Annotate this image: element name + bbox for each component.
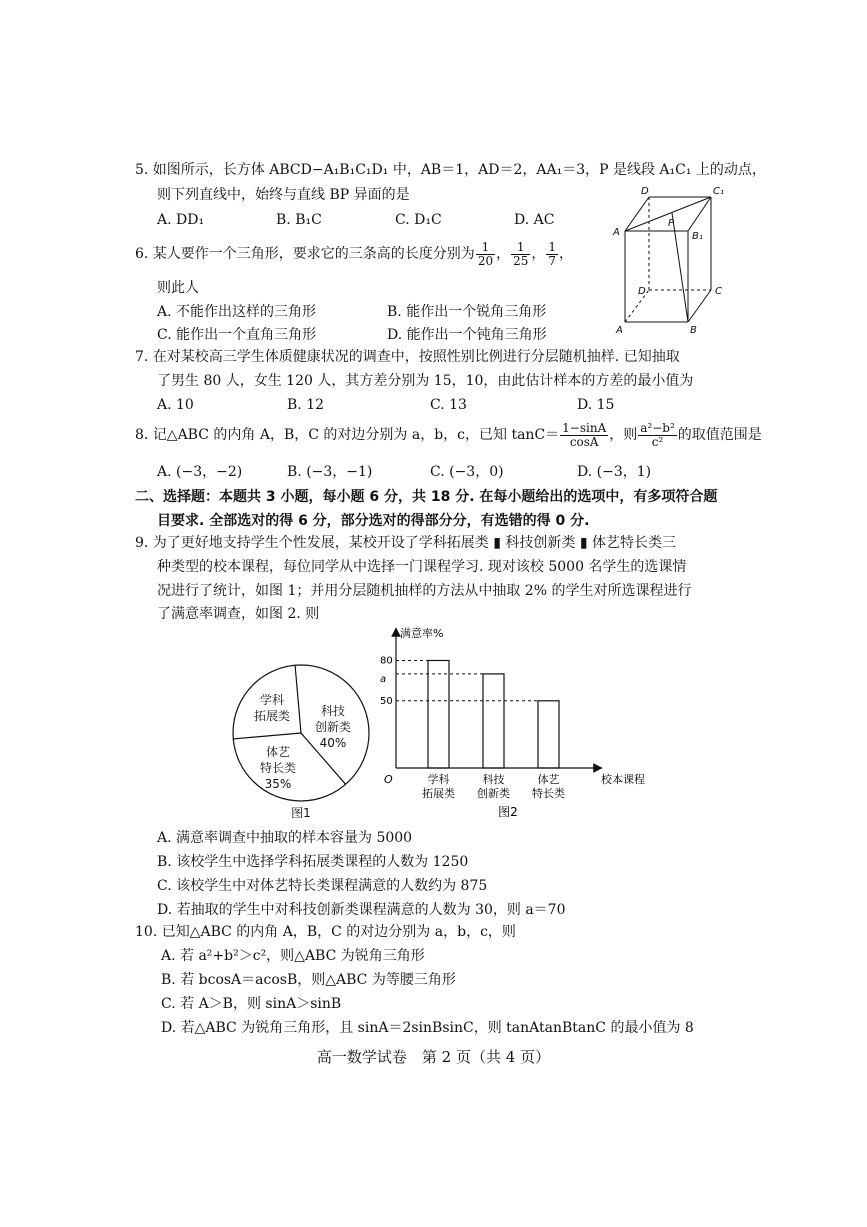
q8-option-b: B. (−3，−1)	[287, 464, 373, 480]
y-axis-label: 满意率%	[400, 627, 444, 640]
q5-line1: 5. 如图所示，长方体 ABCD−A₁B₁C₁D₁ 中，AB＝1，AD＝2，AA₁＝3，P 是线段 A₁C₁ 上的动点，	[135, 162, 766, 178]
q7-option-b: B. 12	[287, 397, 325, 413]
q5-option-c: C. D₁C	[395, 212, 442, 228]
q5-option-d: D. AC	[514, 212, 555, 228]
label-b1: B₁	[692, 231, 703, 242]
q6-option-b: B. 能作出一个锐角三角形	[387, 304, 547, 320]
q10-line1: 10. 已知△ABC 的内角 A，B，C 的对边分别为 a，b，c，则	[135, 924, 516, 940]
label-d: D	[638, 286, 646, 297]
q7-line2: 了男生 80 人，女生 120 人，其方差分别为 15，10，由此估计样本的方差的最小值为	[157, 373, 694, 389]
pie-label-tiyi-1: 体艺	[265, 745, 291, 759]
y-tick-label-1: a	[380, 673, 387, 685]
q10-option-d: D. 若△ABC 为锐角三角形，且 sinA＝2sinBsinC，则 tanAtanBtanC 的最小值为 8	[161, 1020, 694, 1036]
pie-divider	[295, 665, 301, 733]
q9-line2: 种类型的校本课程，每位同学从中选择一门课程学习. 现对该校 5000 名学生的选课情	[157, 559, 687, 575]
q7-line1: 7. 在对某校高三学生体质健康状况的调查中，按照性别比例进行分层随机抽样. 已知抽取	[135, 349, 680, 365]
page-footer: 高一数学试卷 第 2 页（共 4 页）	[316, 1048, 551, 1066]
x-tick-label-1-1: 创新类	[477, 787, 510, 800]
q6-line1: 6. 某人要作一个三角形，要求它的三条高的长度分别为 $\frac{1}{20}$ ， $\frac{1}{25}$ ， $\frac{1}{7}$ ，	[135, 239, 574, 268]
label-p: P	[668, 218, 675, 229]
section2-line1: 二、选择题：本题共 3 小题，每小题 6 分，共 18 分. 在每小题给出的选项中，有多项符合题	[135, 489, 718, 505]
q8-option-c: C. (−3，0)	[430, 464, 504, 480]
q10-option-a: A. 若 a²+b²＞c²，则△ABC 为锐角三角形	[161, 948, 425, 964]
q9-line1: 9. 为了更好地支持学生个性发展，某校开设了学科拓展类 ▮ 科技创新类 ▮ 体艺特长类三	[135, 535, 677, 551]
q6-option-c: C. 能作出一个直角三角形	[157, 327, 317, 343]
q6-prefix: 6. 某人要作一个三角形，要求它的三条高的长度分别为	[135, 246, 475, 262]
label-b: B	[690, 325, 697, 335]
pie-label-keji-2: 创新类	[314, 720, 352, 734]
pie-chart-fig1	[228, 660, 378, 822]
q8-prefix: 8. 记△ABC 的内角 A，B，C 的对边分别为 a，b，c，已知 tanC＝	[135, 427, 560, 443]
q7-option-a: A. 10	[157, 397, 194, 413]
label-c1: C₁	[713, 186, 724, 197]
pie-label-tiyi-3: 35%	[264, 777, 292, 791]
q6-frac-1: $\frac{1}{20}$	[477, 239, 494, 268]
x-tick-label-0-1: 拓展类	[422, 787, 455, 800]
x-tick-label-2-1: 特长类	[532, 787, 565, 800]
q9-option-d: D. 若抽取的学生中对科技创新类课程满意的人数为 30，则 a＝70	[157, 902, 566, 918]
x-tick-label-2-0: 体艺	[537, 773, 560, 786]
q6-frac-2: $\frac{1}{25}$	[513, 239, 529, 268]
q6-option-a: A. 不能作出这样的三角形	[157, 304, 317, 320]
q9-option-a: A. 满意率调查中抽取的样本容量为 5000	[157, 830, 413, 846]
y-tick-label-0: 80	[380, 655, 393, 667]
q8-line1: 8. 记△ABC 的内角 A，B，C 的对边分别为 a，b，c，已知 tanC＝ $\frac{1-\sin A}{\cos A}$ ，则 $\frac{\text{a²−b²}}{\text{c²}}$ 的取值范围是	[135, 420, 762, 449]
cuboid-figure	[608, 183, 736, 335]
bar-2	[538, 701, 559, 768]
q8-frac-2: $\frac{\text{a²−b²}}{\text{c²}}$	[640, 420, 675, 449]
q8-option-d: D. (−3，1)	[577, 464, 652, 480]
fig1-caption: 图1	[291, 806, 311, 820]
label-a1: A	[613, 227, 620, 238]
pie-label-keji-1: 科技	[320, 704, 346, 718]
bar-chart-fig2	[376, 620, 646, 825]
pie-label-tiyi-2: 特长类	[259, 761, 297, 775]
section2-line2: 目要求. 全部选对的得 6 分，部分选对的得部分分，有选错的得 0 分.	[157, 513, 590, 529]
q9-option-c: C. 该校学生中对体艺特长类课程满意的人数约为 875	[157, 878, 488, 894]
label-d1: D	[641, 186, 649, 197]
bar-0	[428, 660, 449, 768]
q5-option-b: B. B₁C	[276, 212, 322, 228]
q6-frac-3: $\frac{1}{7}$	[548, 239, 557, 268]
bar-1	[483, 674, 504, 768]
label-a: A	[616, 325, 623, 335]
pie-label-xueke-1: 学科	[259, 693, 285, 707]
origin-label: O	[384, 773, 393, 786]
x-axis-label: 校本课程	[601, 773, 645, 786]
fig2-caption: 图2	[498, 805, 518, 819]
x-tick-label-1-0: 科技	[482, 773, 505, 786]
pie-label-xueke-2: 拓展类	[253, 709, 291, 723]
label-c: C	[715, 286, 722, 297]
q7-option-d: D. 15	[577, 397, 615, 413]
x-tick-label-0-0: 学科	[427, 773, 450, 786]
q9-line4: 了满意率调查，如图 2. 则	[157, 606, 320, 622]
pie-divider	[233, 733, 301, 739]
pie-label-keji-3: 40%	[319, 736, 347, 750]
q10-option-c: C. 若 A＞B，则 sinA＞sinB	[161, 996, 342, 1012]
q8-frac-1: $\frac{1-\sin A}{\cos A}$	[562, 420, 607, 449]
q6-line2: 则此人	[157, 280, 199, 296]
q5-option-a: A. DD₁	[157, 212, 205, 228]
q5-line2: 则下列直线中，始终与直线 BP 异面的是	[157, 187, 410, 203]
q10-option-b: B. 若 bcosA＝acosB，则△ABC 为等腰三角形	[161, 972, 456, 988]
q6-option-d: D. 能作出一个钝角三角形	[387, 327, 547, 343]
q9-line3: 况进行了统计，如图 1；并用分层随机抽样的方法从中抽取 2% 的学生对所选课程进行	[157, 583, 692, 599]
q8-option-a: A. (−3，−2)	[157, 464, 243, 480]
y-tick-label-2: 50	[380, 695, 393, 707]
q9-option-b: B. 该校学生中选择学科拓展类课程的人数为 1250	[157, 854, 469, 870]
q7-option-c: C. 13	[430, 397, 467, 413]
